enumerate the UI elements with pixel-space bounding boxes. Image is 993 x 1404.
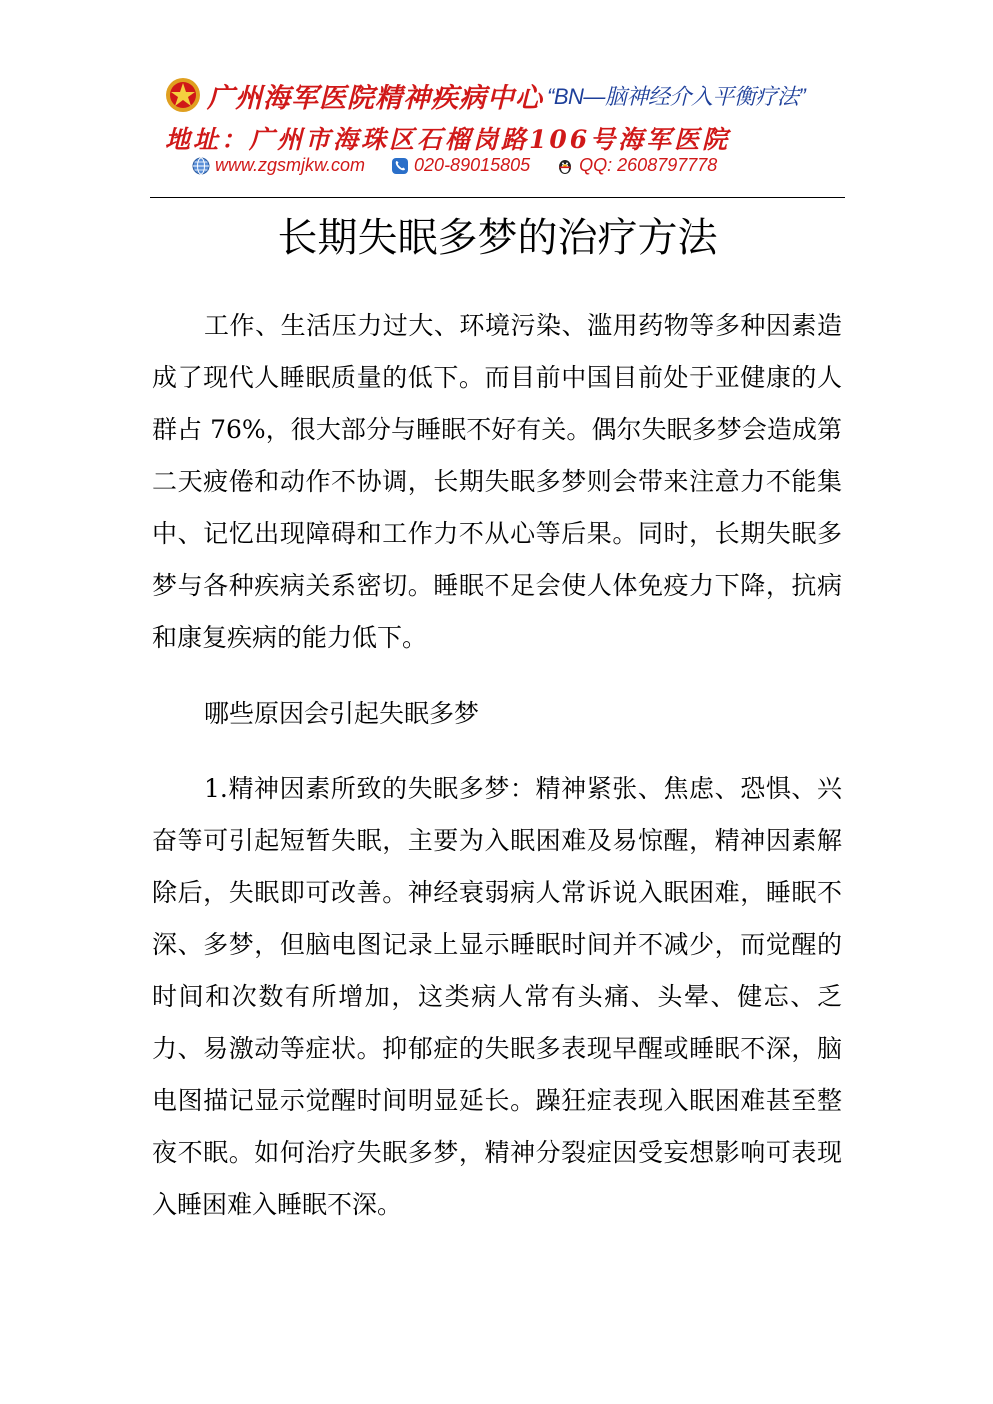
document-title: 长期失眠多梦的治疗方法 xyxy=(277,215,718,261)
paragraph-mental-factors: 1.精神因素所致的失眠多梦：精神紧张、焦虑、恐惧、兴奋等可引起短暂失眠，主要为入眠困难及易惊醒，精神因素解除后，失眠即可改善。神经衰弱病人常诉说入眠困难，睡眠不深、多梦，但脑电图记录上显示睡眠时间并不减少，而觉醒的时间和次数有所增加，这类病人常有头痛、头晕、健忘、乏力、易激动等症状。抑郁症的失眠多表现早醒或睡眠不深，脑电图描记显示觉醒时间明显延长。躁狂症表现入眠困难甚至整夜不眠。如何治疗失眠多梦，精神分裂症因受妄想影响可表现入睡困难入睡眠不深。 xyxy=(152,774,842,1219)
paragraph-intro: 工作、生活压力过大、环境污染、滥用药物等多种因素造成了现代人睡眠质量的低下。而目前中国目前处于亚健康的人群占 76%，很大部分与睡眠不好有关。偶尔失眠多梦会造成第二天疲倦和动作不协调，长期失眠多梦则会带来注意力不能集中、记忆出现障碍和工作力不从心等后果。同时，长期失眠多梦与各种疾病关系密切。睡眠不足会使人体免疫力下降，抗病和康复疾病的能力低下。 xyxy=(152,311,842,652)
letterhead-title-row xyxy=(165,75,805,115)
address: 地址：广州市海珠区石榴岗路106号海军医院 xyxy=(165,125,731,154)
letterhead-address-row xyxy=(165,120,730,156)
letterhead xyxy=(150,70,850,185)
globe-icon xyxy=(192,157,210,175)
slogan: “BN—脑神经介入平衡疗法” xyxy=(547,83,806,109)
qq-penguin-icon xyxy=(556,157,574,175)
phone-icon xyxy=(391,157,409,175)
qq-number: QQ: 2608797778 xyxy=(579,155,718,175)
website: www.zgsmjkw.com xyxy=(215,155,366,175)
hospital-name: 广州海军医院精神疾病中心 xyxy=(207,82,543,114)
phone-number: 020-89015805 xyxy=(414,155,531,175)
section-heading-causes: 哪些原因会引起失眠多梦 xyxy=(204,699,480,728)
letterhead-contact-row xyxy=(192,155,717,176)
header-rule xyxy=(150,197,845,198)
army-emblem-icon xyxy=(165,77,201,113)
